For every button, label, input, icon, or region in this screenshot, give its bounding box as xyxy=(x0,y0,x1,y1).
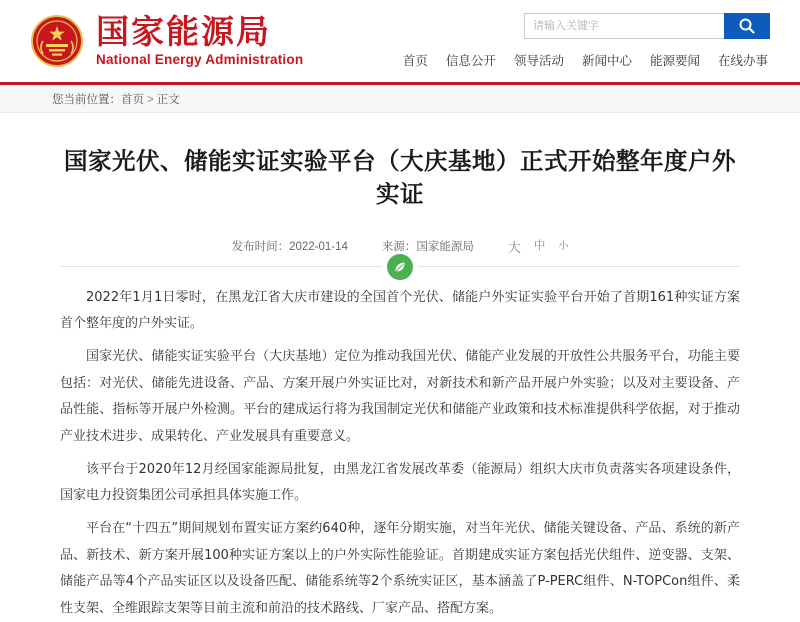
site-brand[interactable] xyxy=(30,14,303,68)
national-emblem-icon xyxy=(30,14,84,68)
article-paragraph: 国家光伏、储能实证实验平台（大庆基地）定位为推动我国光伏、储能产业发展的开放性公共服务平台，功能主要包括：对光伏、储能先进设备、产品、方案开展户外实证比对，对新技术和新产品开展户外实验；以及对主要设备、产品性能、指标等开展户外检测。平台的建成运行将为我国制定光伏和储能产业政策和技术标准提供科学依据，对于推动产业技术进步、成果转化、产业发展具有重要意义。 xyxy=(60,349,740,444)
article-body xyxy=(60,285,740,622)
nav-item-home[interactable]: 首页 xyxy=(402,54,428,68)
article-paragraph: 该平台于2020年12月经国家能源局批复，由黑龙江省发展改革委（能源局）组织大庆市负责落实各项建设条件，国家电力投资集团公司承担具体实施工作。 xyxy=(60,461,740,504)
nav-item-leader-activities[interactable]: 领导活动 xyxy=(513,54,564,68)
breadcrumb-prefix: 您当前位置： xyxy=(52,93,121,106)
font-size-large-button[interactable]: 大 xyxy=(507,239,521,255)
font-size-medium-button[interactable]: 中 xyxy=(533,239,546,252)
search-button[interactable] xyxy=(724,13,770,39)
article xyxy=(0,145,800,622)
meta-divider xyxy=(60,266,740,267)
article-paragraph: 2022年1月1日零时，在黑龙江省大庆市建设的全国首个光伏、储能户外实证实验平台开始了首期161种实证方案首个整年度的户外实证。 xyxy=(60,289,740,332)
publish-time-value: 2022-01-14 xyxy=(289,241,348,254)
nav-item-online-service[interactable]: 在线办事 xyxy=(717,54,768,68)
search-bar xyxy=(524,13,770,39)
source-label: 来源： xyxy=(381,241,417,254)
breadcrumb-bar xyxy=(0,85,800,113)
breadcrumb xyxy=(0,91,180,107)
search-input[interactable] xyxy=(524,13,724,39)
breadcrumb-item-home[interactable]: 首页 xyxy=(121,93,144,106)
main-nav xyxy=(403,51,770,69)
nav-item-news-center[interactable]: 新闻中心 xyxy=(581,54,632,68)
page-title: 国家光伏、储能实证实验平台（大庆基地）正式开始整年度户外实证 xyxy=(64,147,736,208)
article-paragraph: 平台在“十四五”期间规划布置实证方案约640种，逐年分期实施，对当年光伏、储能关键设备、产品、系统的新产品、新技术、新方案开展100种实证方案以上的户外实际性能验证。首期建成实证方案包括光伏组件、逆变器、支架、储能产品等4个产品实证区以及设备匹配、储能系统等2个系统实证区，基本涵盖了P-PERC组件、N-TOPCon组件、柔性支架、全维跟踪支架等目前主流和前沿的技术路线、厂家产品、搭配方案。 xyxy=(60,520,740,616)
source-value: 国家能源局 xyxy=(416,241,474,254)
site-name-en: National Energy Administration xyxy=(96,52,304,68)
search-icon xyxy=(738,17,756,35)
breadcrumb-item-current: 正文 xyxy=(156,93,180,106)
site-header xyxy=(0,0,800,82)
leaf-badge xyxy=(382,253,418,281)
header-right xyxy=(403,13,776,69)
publish-time xyxy=(232,238,348,254)
nav-item-energy-news[interactable]: 能源要闻 xyxy=(649,54,700,68)
nav-item-info-disclosure[interactable]: 信息公开 xyxy=(445,54,496,68)
site-name-cn: 国家能源局 xyxy=(96,12,271,52)
leaf-icon xyxy=(387,254,413,280)
publish-time-label: 发布时间： xyxy=(231,241,290,254)
font-size-controls xyxy=(508,237,569,256)
breadcrumb-separator: > xyxy=(147,93,154,106)
font-size-small-button[interactable]: 小 xyxy=(558,240,569,252)
